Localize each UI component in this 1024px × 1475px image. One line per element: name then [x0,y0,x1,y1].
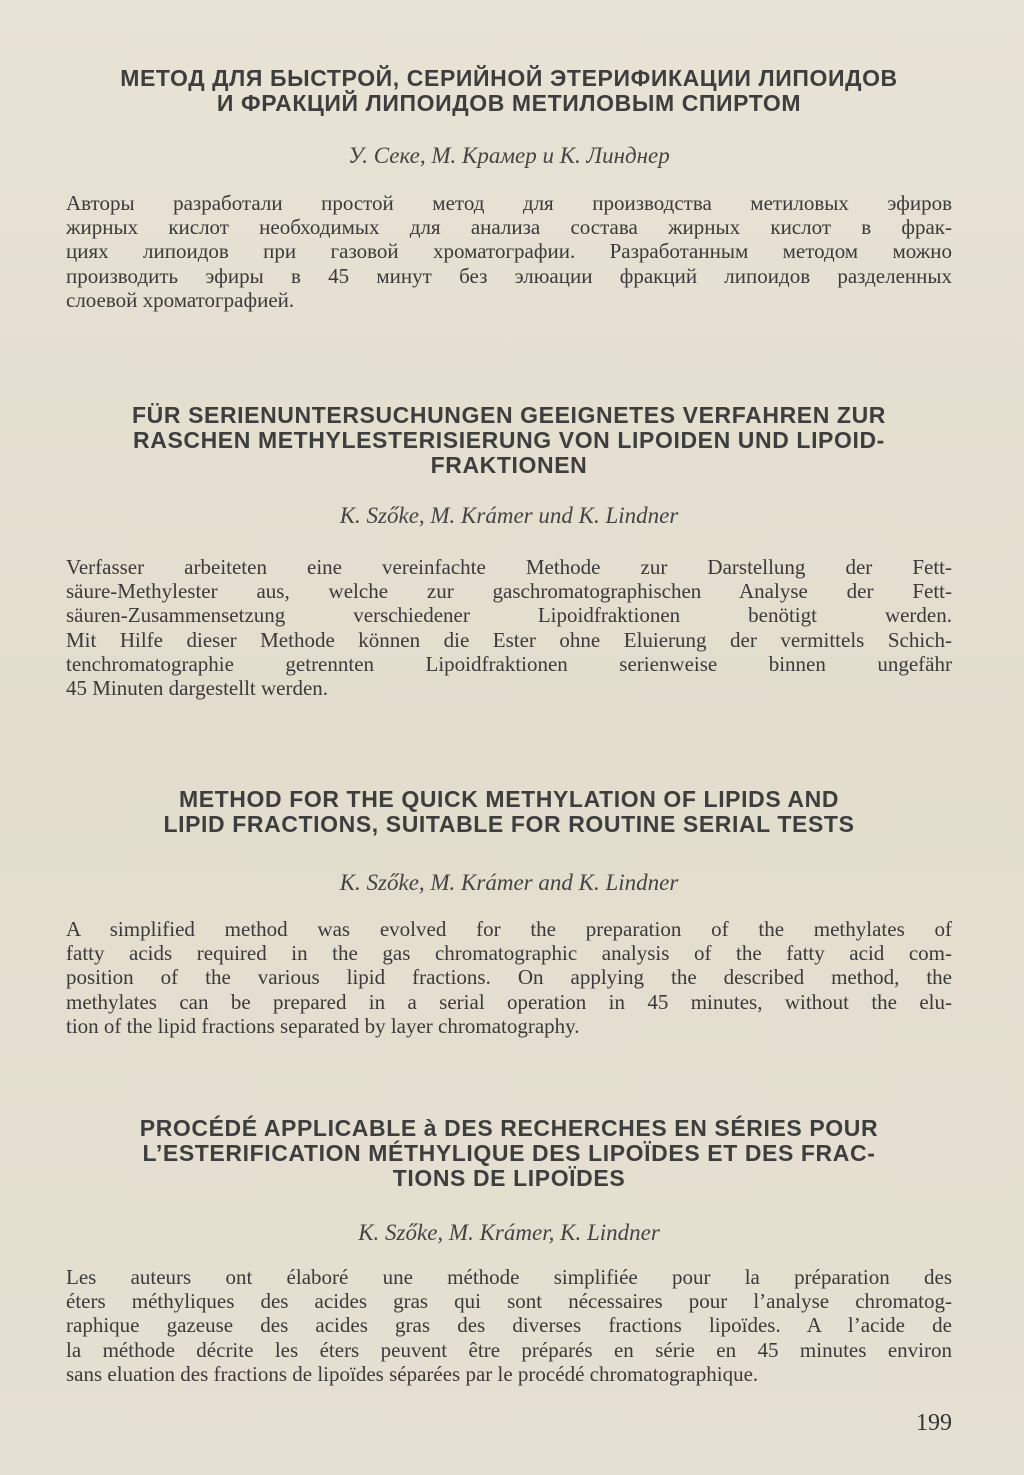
abstract-line: methylates can be prepared in a serial operation in 45 minutes, without the elu- [66,989,952,1014]
abstract [66,191,952,312]
title-line: TIONS DE LIPOÏDES [392,1165,626,1191]
section-russian [66,66,952,312]
abstract-line: tenchromatographie getrennten Lipoidfraktionen serienweise binnen ungefähr [66,651,952,676]
authors: K. Szőke, M. Krámer and K. Lindner [339,870,679,895]
abstract-line: fatty acids required in the gas chromatographic analysis of the fatty acid com- [66,941,952,966]
abstract [66,917,952,1038]
section-title [66,66,952,116]
title-line: FRAKTIONEN [430,452,588,478]
title-line: RASCHEN METHYLESTERISIERUNG VON LIPOIDEN UND LIPOID- [133,427,885,453]
abstract-line: säure-Methylester aus, welche zur gaschromatographischen Analyse der Fett- [66,579,952,604]
title-line: И ФРАКЦИЙ ЛИПОИДОВ МЕТИЛОВЫМ СПИРТОМ [216,90,802,116]
abstract-line: циях липоидов при газовой хроматографии. Разработанным методом можно [66,239,952,264]
abstract-line: производить эфиры в 45 минут без элюации фракций липоидов разделенных [66,263,952,288]
section-german [66,403,952,700]
abstract-line: слоевой хроматографией. [66,287,295,312]
section-title [66,787,952,837]
abstract-line: Les auteurs ont élaboré une méthode simplifiée pour la préparation des [66,1265,952,1289]
title-line: PROCÉDÉ APPLICABLE à DES RECHERCHES EN SÉRIES POUR [139,1115,879,1141]
authors: У. Секе, М. Крамер и К. Линднер [348,143,670,168]
abstract-line: säuren-Zusammensetzung verschiedener Lipoidfraktionen benötigt werden. [66,603,952,628]
page-number: 199 [916,1410,952,1436]
title-line: LIPID FRACTIONS, SUITABLE FOR ROUTINE SERIAL TESTS [163,811,855,837]
abstract-line: Авторы разработали простой метод для производства метиловых эфиров [66,191,952,215]
title-line: METHOD FOR THE QUICK METHYLATION OF LIPIDS AND [178,786,840,812]
abstract-line: 45 Minuten dargestellt werden. [66,676,329,701]
title-line: FÜR SERIENUNTERSUCHUNGEN GEEIGNETES VERFAHREN ZUR [132,402,886,428]
section-french [66,1116,952,1386]
abstract-line: raphique gazeuse des acides gras des diverses fractions lipoïdes. A l’acide de [66,1313,952,1338]
abstract-line: A simplified method was evolved for the preparation of the methylates of [66,917,952,941]
abstract [66,1265,952,1386]
abstract-line: Mit Hilfe dieser Methode können die Ester ohne Eluierung der vermittels Schich- [66,627,952,652]
abstract-line: tion of the lipid fractions separated by layer chromatography. [66,1013,580,1038]
section-title [66,1116,952,1191]
section-english [66,787,952,1038]
abstract-line: жирных кислот необходимых для анализа состава жирных кислот в фрак- [66,215,952,240]
abstract-line: éters méthyliques des acides gras qui sont nécessaires pour l’analyse chromatog- [66,1289,952,1314]
authors: K. Szőke, M. Krámer und K. Lindner [339,503,679,528]
title-line: МЕТОД ДЛЯ БЫСТРОЙ, СЕРИЙНОЙ ЭТЕРИФИКАЦИИ ЛИПОИДОВ [120,65,898,91]
abstract-line: sans eluation des fractions de lipoïdes séparées par le procédé chromatographique. [66,1361,759,1386]
abstract-line: la méthode décrite les éters peuvent être préparés en série en 45 minutes environ [66,1337,952,1362]
abstract [66,555,952,700]
title-line: L’ESTERIFICATION MÉTHYLIQUE DES LIPOÏDES ET DES FRAC- [142,1140,876,1166]
abstract-line: Verfasser arbeiteten eine vereinfachte Methode zur Darstellung der Fett- [66,555,952,579]
section-title [66,403,952,478]
authors: K. Szőke, M. Krámer, K. Lindner [358,1220,660,1245]
abstract-line: position of the various lipid fractions. On applying the described method, the [66,965,952,990]
